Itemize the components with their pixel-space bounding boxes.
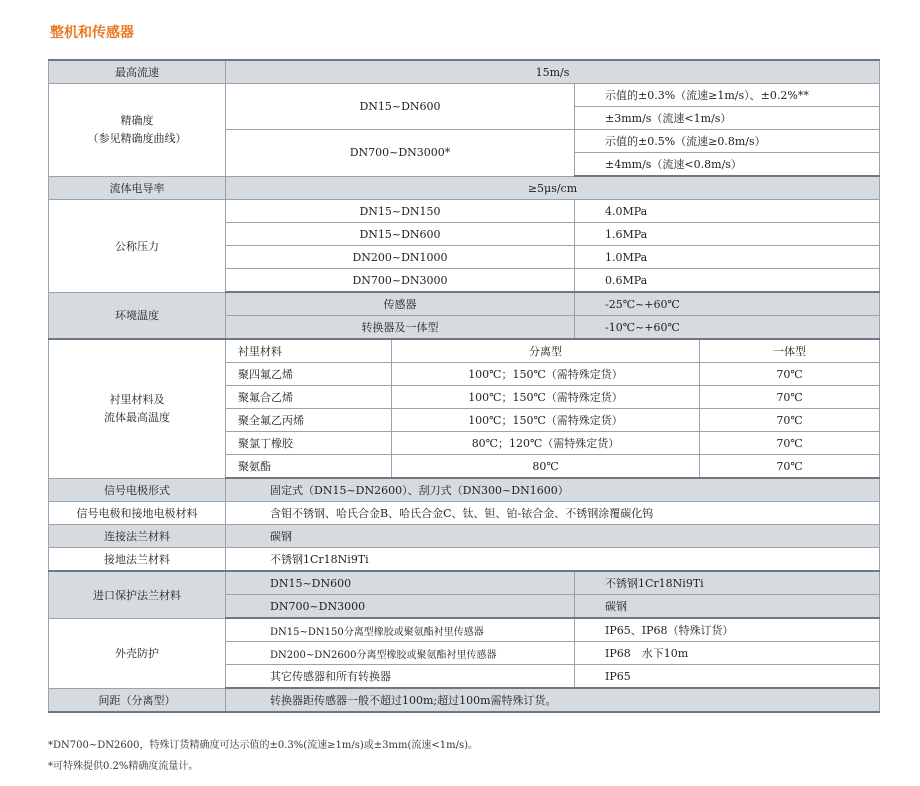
inlet-flange-label: 进口保护法兰材料	[49, 571, 226, 618]
row-distance	[49, 688, 880, 712]
conductivity-label: 流体电导率	[49, 176, 226, 200]
accuracy-value-2a: 示值的±0.5%（流速≥0.8m/s）	[575, 130, 880, 153]
ambient-name: 转换器及一体型	[226, 316, 575, 340]
flange-material-label: 连接法兰材料	[49, 525, 226, 548]
inlet-flange-value: 不锈钢1Cr18Ni9Ti	[575, 571, 880, 595]
enclosure-desc: DN200~DN2600分离型橡胶或聚氨酯衬里传感器	[226, 642, 575, 665]
lining-material: 聚氟合乙烯	[226, 386, 392, 409]
accuracy-label-line2: （参见精确度曲线）	[87, 131, 187, 145]
electrode-material-value: 含钼不锈钢、哈氏合金B、哈氏合金C、钛、钽、铂-铱合金、不锈钢涂覆碳化钨	[226, 502, 880, 525]
footnote: *DN700~DN2600，特殊订货精确度可达示值的±0.3%(流速≥1m/s)或±3mm(流速<1m/s)。	[48, 740, 478, 751]
row-lining-header	[49, 339, 880, 363]
conductivity-value: ≥5μs/cm	[226, 176, 880, 200]
row-accuracy-1	[49, 84, 880, 107]
lining-label	[49, 339, 226, 478]
lining-separate: 80℃	[392, 455, 700, 479]
row-conductivity	[49, 176, 880, 200]
distance-label: 间距（分离型）	[49, 688, 226, 712]
inlet-flange-size: DN15~DN600	[226, 571, 575, 595]
lining-separate: 100℃；150℃（需特殊定货）	[392, 409, 700, 432]
accuracy-label	[49, 84, 226, 177]
lining-material: 聚氨酯	[226, 455, 392, 479]
lining-header-material: 衬里材料	[226, 339, 392, 363]
enclosure-desc: DN15~DN150分离型橡胶或聚氨酯衬里传感器	[226, 618, 575, 642]
enclosure-desc: 其它传感器和所有转换器	[226, 665, 575, 689]
accuracy-label-line1: 精确度	[120, 113, 154, 127]
lining-material: 聚氯丁橡胶	[226, 432, 392, 455]
electrode-form-value: 固定式（DN15~DN2600）、刮刀式（DN300~DN1600）	[226, 478, 880, 502]
flange-material-value: 碳钢	[226, 525, 880, 548]
lining-header-integral: 一体型	[700, 339, 880, 363]
accuracy-size-2: DN700~DN3000*	[226, 130, 575, 177]
pressure-value: 4.0MPa	[575, 200, 880, 223]
row-electrode-form	[49, 478, 880, 502]
lining-header-separate: 分离型	[392, 339, 700, 363]
lining-integral: 70℃	[700, 455, 880, 479]
ambient-label: 环境温度	[49, 292, 226, 339]
accuracy-value-1b: ±3mm/s（流速<1m/s）	[575, 107, 880, 130]
lining-integral: 70℃	[700, 386, 880, 409]
inlet-flange-value: 碳钢	[575, 595, 880, 619]
max-velocity-value: 15m/s	[226, 60, 880, 84]
spec-table	[48, 59, 880, 713]
enclosure-value: IP65、IP68（特殊订货）	[575, 618, 880, 642]
electrode-form-label: 信号电极形式	[49, 478, 226, 502]
lining-material: 聚全氟乙丙烯	[226, 409, 392, 432]
row-max-velocity	[49, 60, 880, 84]
distance-value: 转换器距传感器一般不超过100m;超过100m需特殊订货。	[226, 688, 880, 712]
pressure-label: 公称压力	[49, 200, 226, 293]
lining-integral: 70℃	[700, 363, 880, 386]
accuracy-value-1a: 示值的±0.3%（流速≥1m/s）、±0.2%**	[575, 84, 880, 107]
pressure-size: DN700~DN3000	[226, 269, 575, 293]
ground-flange-value: 不锈钢1Cr18Ni9Ti	[226, 548, 880, 572]
lining-separate: 80℃；120℃（需特殊定货）	[392, 432, 700, 455]
lining-separate: 100℃；150℃（需特殊定货）	[392, 363, 700, 386]
pressure-value: 1.6MPa	[575, 223, 880, 246]
pressure-size: DN15~DN600	[226, 223, 575, 246]
ground-flange-label: 接地法兰材料	[49, 548, 226, 572]
enclosure-value: IP65	[575, 665, 880, 689]
pressure-value: 1.0MPa	[575, 246, 880, 269]
lining-integral: 70℃	[700, 409, 880, 432]
ambient-name: 传感器	[226, 292, 575, 316]
row-enclosure-1	[49, 618, 880, 642]
footnotes	[48, 735, 478, 777]
max-velocity-label: 最高流速	[49, 60, 226, 84]
ambient-value: -10℃~+60℃	[575, 316, 880, 340]
accuracy-size-1: DN15~DN600	[226, 84, 575, 130]
pressure-size: DN15~DN150	[226, 200, 575, 223]
enclosure-label: 外壳防护	[49, 618, 226, 688]
row-inlet-flange-1	[49, 571, 880, 595]
row-ground-flange	[49, 548, 880, 572]
footnote: *可特殊提供0.2%精确度流量计。	[48, 761, 199, 772]
row-electrode-material	[49, 502, 880, 525]
section-title: 整机和传感器	[50, 25, 134, 41]
inlet-flange-size: DN700~DN3000	[226, 595, 575, 619]
pressure-size: DN200~DN1000	[226, 246, 575, 269]
row-pressure-1	[49, 200, 880, 223]
lining-separate: 100℃；150℃（需特殊定货）	[392, 386, 700, 409]
electrode-material-label: 信号电极和接地电极材料	[49, 502, 226, 525]
lining-integral: 70℃	[700, 432, 880, 455]
lining-label-line1: 衬里材料及	[109, 392, 165, 406]
pressure-value: 0.6MPa	[575, 269, 880, 293]
accuracy-value-2b: ±4mm/s（流速<0.8m/s）	[575, 153, 880, 177]
row-ambient-1	[49, 292, 880, 316]
lining-label-line2: 流体最高温度	[104, 410, 170, 424]
row-flange-material	[49, 525, 880, 548]
ambient-value: -25℃~+60℃	[575, 292, 880, 316]
lining-material: 聚四氟乙烯	[226, 363, 392, 386]
enclosure-value: IP68 水下10m	[575, 642, 880, 665]
